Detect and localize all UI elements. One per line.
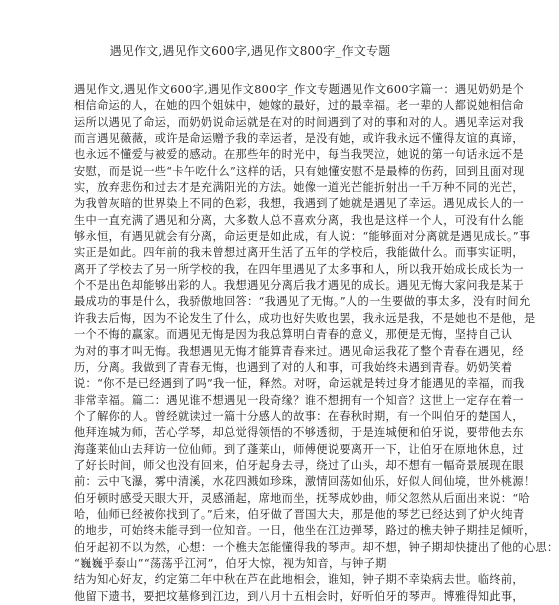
document-title: 遇见作文,遇见作文600字,遇见作文800字_作文专题 <box>109 44 391 58</box>
body-text-line: 安慰，而是说一些“卡午吃什么”这样的话，只有她懂安慰不是最棒的伤药，回到且面对现 <box>74 164 525 178</box>
body-text-line: 也永远不懂爱与被爱的感动。在那些年的时光中，每当我哭泣，她说的第一句话永远不是 <box>74 148 524 162</box>
body-text-line: 结为知心好友，约定第二年中秋在芦在此地相会，谁知，钟子期不幸染病去世。临终前， <box>74 573 524 587</box>
body-text-line: 他留下遗书，要把坟墓修到江边，到八月十五相会时，好听伯牙的琴声。博雅得知此事， <box>74 589 524 603</box>
body-text-line: 相信命运的人，在她的四个姐妹中，她嫁的最好，过的最幸福。老一辈的人都说她相信命 <box>74 99 524 113</box>
body-text-line: 遇见作文,遇见作文600字,遇见作文800字_作文专题遇见作文600字篇一：遇见奶奶是个 <box>74 83 525 96</box>
body-text-line: 伯牙顿时感受天眼大开，灵感涌起，席地而坐，抚琴成妙曲，师父忽然从后面出来说：“哈 <box>74 491 531 505</box>
body-text-line: 伯牙起初不以为然，心想：一个樵夫怎能懂得我的琴声。却不想，钟子期却快捷出了他的心思： <box>74 540 559 554</box>
body-text-line: 一个不悔的赢家。而遇见无悔是因为我总算明白青春的意义，那便是无悔，坚持自己认 <box>74 328 513 342</box>
body-text-line: 哈，仙师已经被你找到了。”后来，伯牙做了晋国大夫，那是他的琴艺已经达到了炉火纯青 <box>74 507 525 521</box>
body-text-line: 历，分离。我做到了青春无悔，也遇到了对的人和事，可我始终未遇到青春。奶奶笑着 <box>74 360 513 374</box>
body-text-line: 运所以遇见了命运，而奶奶说命运就是在对的时间遇到了对的事和对的人。遇见幸运对我 <box>74 115 524 129</box>
body-text-line: 前：云中飞瀑，雾中清溪，水花四溅如珍珠，激情回荡如仙乐，好似人间仙境，世外桃源！ <box>74 475 536 489</box>
body-text-line: 他拜连城为师，苦心学琴，却总觉得领悟的不够透彻，于是连城便和伯牙说，要带他去东 <box>74 426 524 440</box>
body-text-line: 个了解你的人。曾经就读过一篇十分感人的故事：在春秋时期，有一个叫伯牙的楚国人， <box>74 409 524 423</box>
body-text-line: 最成功的事是什么，我骄傲地回答：“我遇见了无悔。”人的一生要做的事太多，没有时间允 <box>74 295 531 309</box>
body-text-line: 说：“你不是已经遇到了吗”我一怔，释然。对呀，命运就是转过身才能遇见的幸福，而我 <box>74 377 525 391</box>
body-text-line: 许我去后悔，因为不论发生了什么，成功也好失败也罢，我永远是我，不是她也不是他，是 <box>74 311 536 325</box>
body-text-line: 离开了学校去了另一所学校的我，在四年里遇见了太多事和人，所以我开始成长成长为一 <box>74 262 524 276</box>
body-text-line: 为我曾灰暗的世界染上不同的色彩，我想，我遇到了她就是遇见了幸运。遇见成长人的一 <box>74 197 524 211</box>
body-text-line: 实，放弃悲伤和过去才是充满阳光的方法。她像一道光芒能折射出一千万种不同的光芒， <box>74 181 524 195</box>
body-text-line: 海蓬莱仙山去拜访一位仙师。到了蓬莱山，师傅便说要离开一下，让伯牙在原地休息，过 <box>74 442 524 456</box>
body-text-line: 够永恒，有遇见就会有分离，命运更是如此成，有人说：“能够面对分离就是遇见成长。”事 <box>74 230 531 244</box>
body-text-line: 了好长时间，师父也没有回来，伯牙起身去寻，绕过了山头，却不想有一幅奇景展现在眼 <box>74 458 524 472</box>
body-text-line: 非常幸福。篇二：遇见谁不想遇见一段奇缘？谁不想拥有一个知音？这世上一定存在着一 <box>74 393 524 407</box>
body-text-line: 生中一直充满了遇见和分离，大多数人总不喜欢分离，我也是这样一个人，可没有什么能 <box>74 213 524 227</box>
body-text-line: 实正是如此。四年前的我未曾想过离开生活了五年的学校后，我能做什么。而事实证明， <box>74 246 524 260</box>
body-text-line: 而言遇见薇薇，或许是命运赠予我的幸运者，是没有她，或许我永远不懂得友谊的真谛， <box>74 132 524 146</box>
body-text-line: “巍巍乎泰山”“荡荡乎江河”，伯牙大惊，视为知音，与钟子期 <box>74 556 387 570</box>
document-body <box>74 82 559 603</box>
body-text-line: 个不是出色却能够出彩的人。我想遇见分离后我才遇见的成长。遇见无悔大家问我是某于 <box>74 279 524 293</box>
body-text-line: 的地步，可始终未能寻到一位知音。一日，他坐在江边弹琴，路过的樵夫钟子期挂足倾听， <box>74 524 536 538</box>
body-text-line: 为对的事才叫无悔。我想遇见无悔才能算青春来过。遇见命运我花了整个青春在遇见，经 <box>74 344 524 358</box>
